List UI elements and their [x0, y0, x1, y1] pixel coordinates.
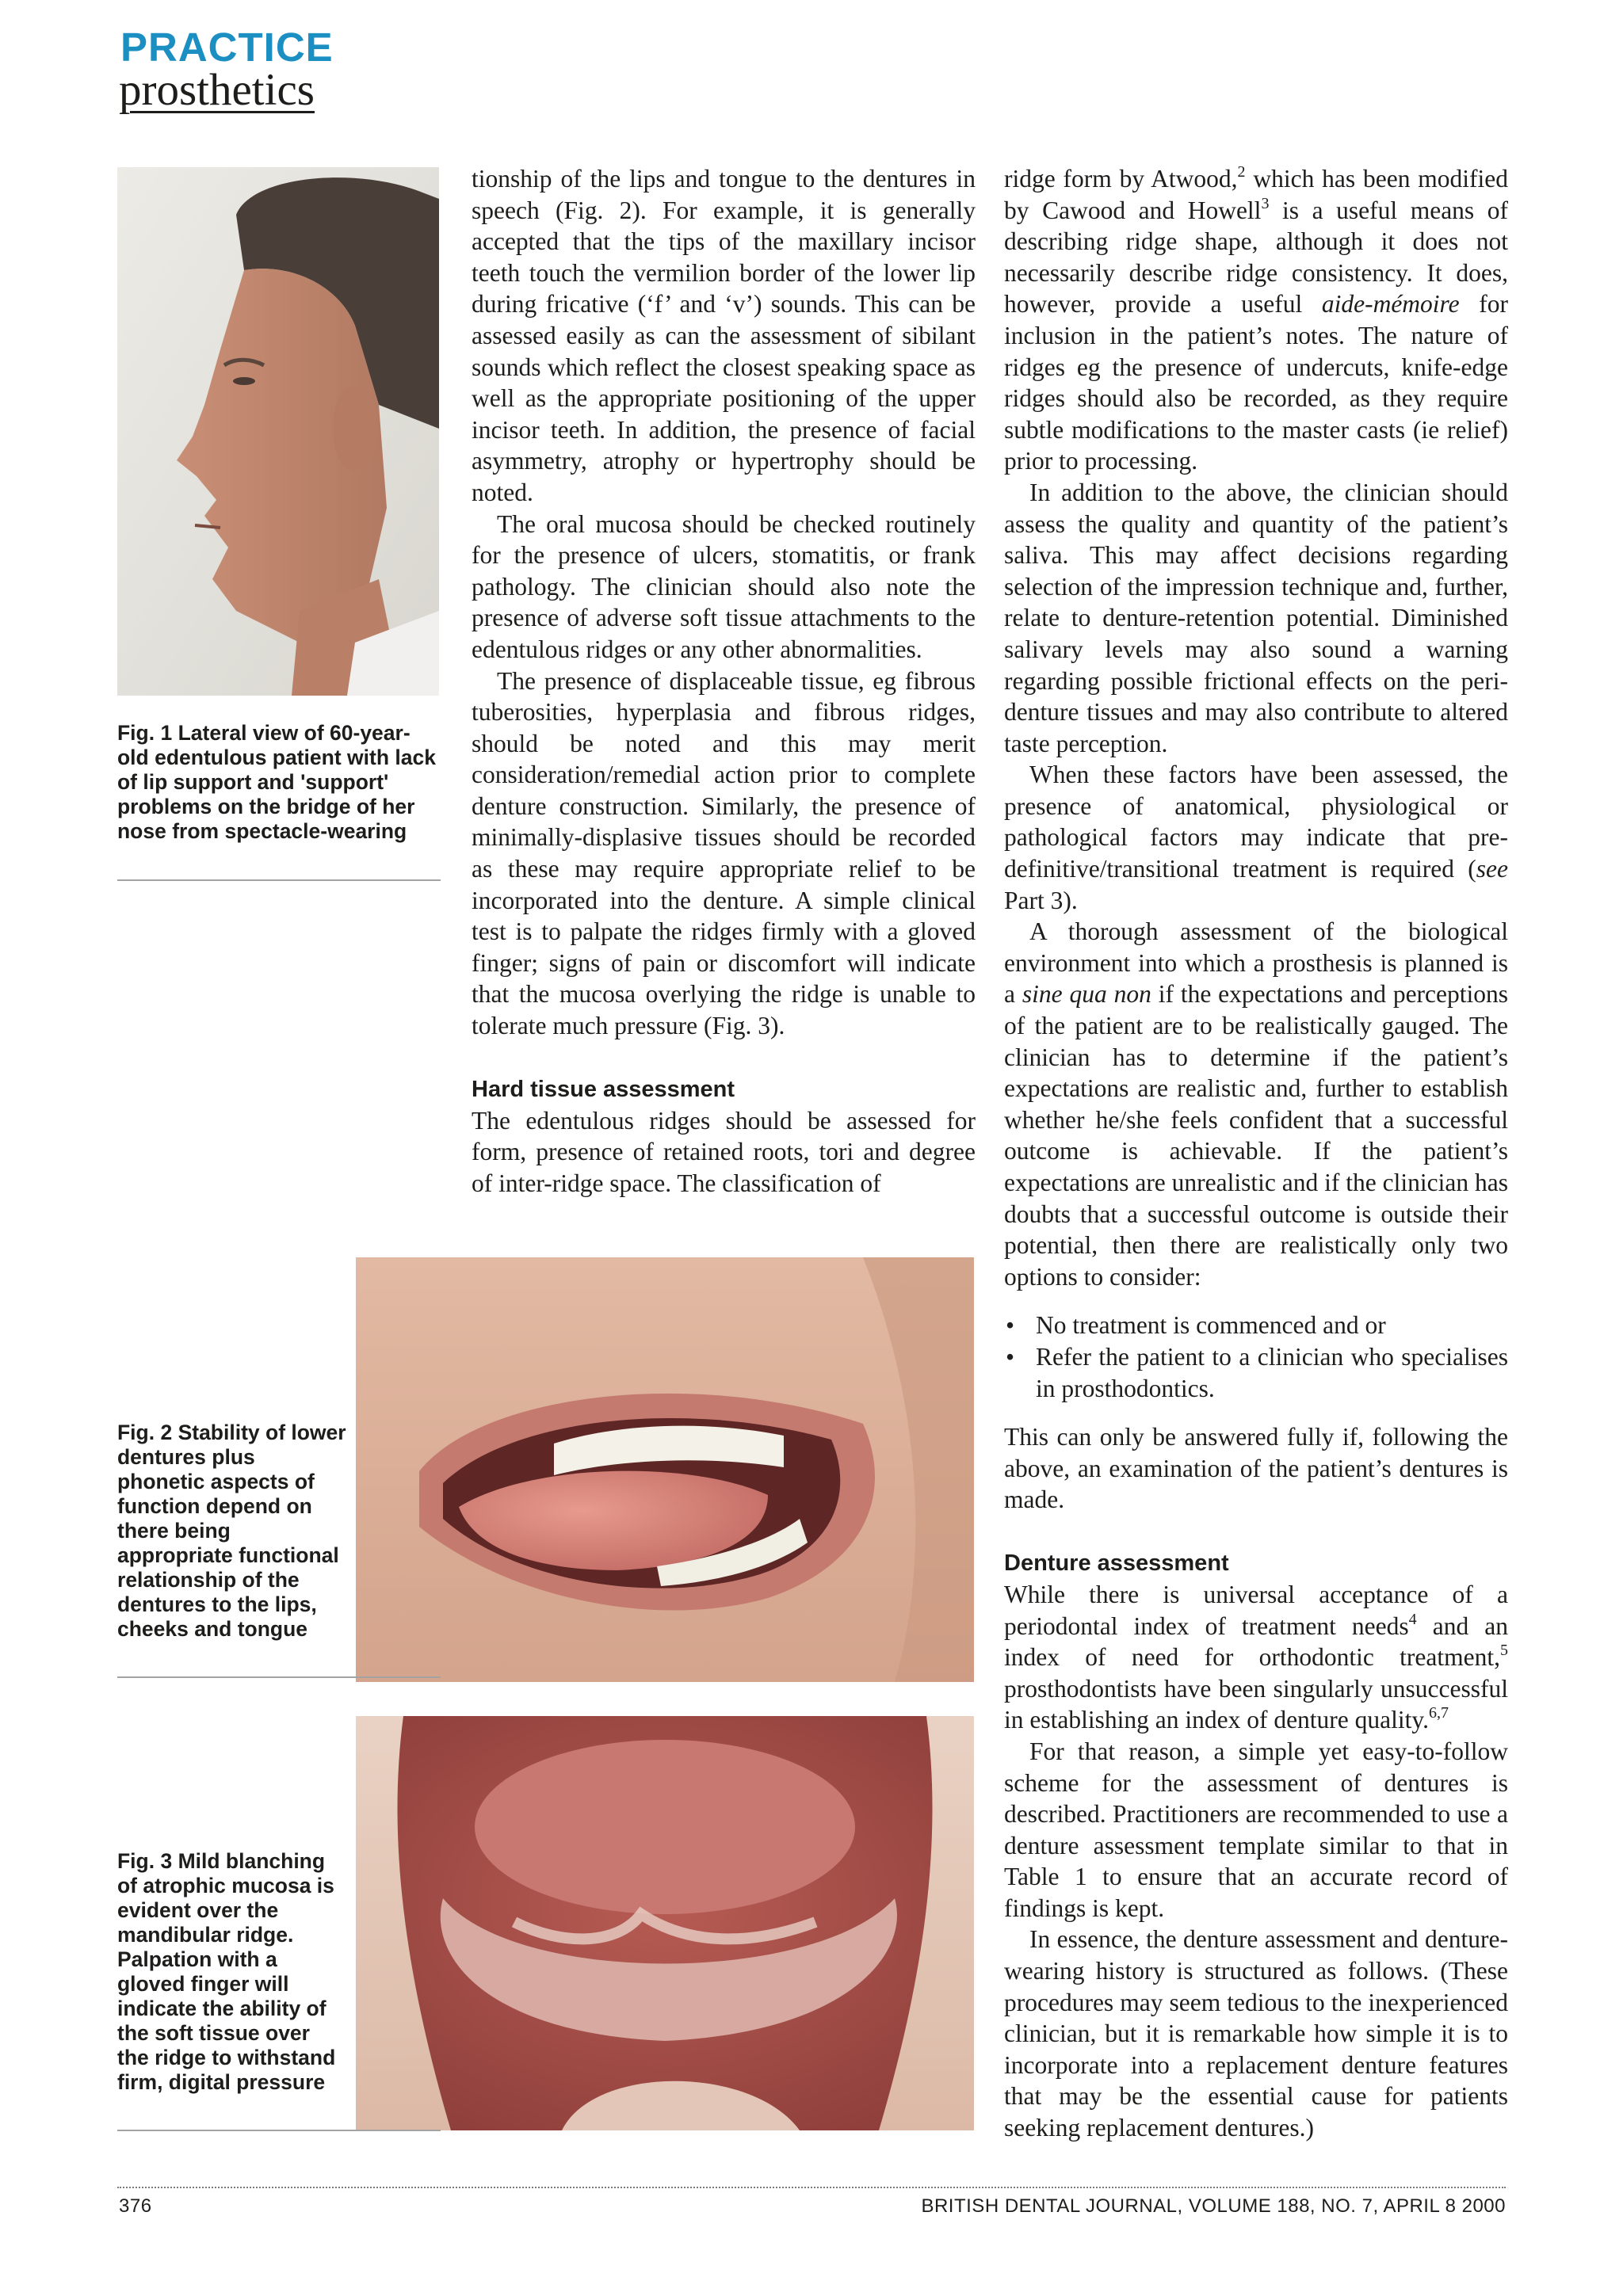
text-run: is a useful means of describing ridge shape, although it does not necessarily describe ridge consistency. It does, however, provide a useful	[1004, 196, 1509, 318]
options-list	[1004, 1310, 1508, 1404]
paragraph: The edentulous ridges should be assessed for form, presence of retained roots, tori and degree of inter-ridge space. The classification of	[472, 1106, 976, 1197]
text-column-3	[1004, 163, 1508, 2144]
caption-divider	[117, 1676, 441, 1678]
paragraph: The oral mucosa should be checked routinely for the presence of ulcers, stomatitis, or frank pathology. The clinician should also note the presence of adverse soft tissue attachments to the edentulous ridges or any other abnormalities.	[472, 509, 976, 663]
figure-3-photo	[356, 1716, 974, 2130]
text-run: prosthodontists have been singularly unsuccessful in establishing an index of denture quality.	[1004, 1674, 1508, 1734]
text-run: and an index of need for orthodontic treatment,	[1004, 1611, 1508, 1672]
text-run: for inclusion in the patient’s notes. The nature of ridges eg the presence of undercuts, knife-edge ridges should also be recorded, as they require subtle modifications to the master casts (ie relief) prior to processing.	[1004, 290, 1509, 475]
text-run: ridge form by Atwood,	[1004, 165, 1238, 193]
section-heading: Denture assessment	[1004, 1550, 1229, 1576]
paragraph	[1004, 759, 1508, 916]
text-run: Part 3).	[1004, 886, 1078, 914]
reference: 6,7	[1428, 1704, 1449, 1722]
list-item: • No treatment is commenced and or	[1004, 1310, 1508, 1341]
section-heading: Hard tissue assessment	[472, 1076, 735, 1102]
text-column-2	[472, 163, 976, 1199]
footer-divider	[117, 2187, 1506, 2188]
list-item: • Refer the patient to a clinician who specialises in prosthodontics.	[1004, 1341, 1508, 1404]
section-subtitle: prosthetics	[119, 65, 315, 115]
text-run: A thorough assessment of the biological environment into which a prosthesis is planned is a	[1004, 917, 1508, 1009]
text-run: When these factors have been assessed, the presence of anatomical, physiological or pathological factors may indicate that pre-definitive/transitional treatment is required (	[1004, 761, 1508, 883]
paragraph: tionship of the lips and tongue to the dentures in speech (Fig. 2). For example, it is generally accepted that the tips of the maxillary incisor teeth touch the vermilion border of the lower lip during fricative (‘f’ and ‘v’) sounds. This can be assessed easily as can the assessment of sibilant sounds which reflect the closest speaking space as well as the appropriate positioning of the upper incisor teeth. In addition, the presence of facial asymmetry, atrophy or hypertrophy should be noted.	[472, 165, 976, 506]
text-run: which has been modified by Cawood and Howell	[1004, 165, 1508, 224]
italic-term: sine qua non	[1022, 980, 1151, 1009]
caption-divider	[117, 2130, 441, 2131]
paragraph: In essence, the denture assessment and denture-wearing history is structured as follows. (These procedures may seem tedious to the inexperienced clinician, but it is remarkable how simple it is to incorporate into a replacement denture features that may be the essential cause for patients seeking replacement dentures.)	[1004, 1925, 1508, 2142]
text-run: While there is universal acceptance of a periodontal index of treatment needs	[1004, 1580, 1508, 1640]
paragraph: For that reason, a simple yet easy-to-follow scheme for the assessment of dentures is described. Practitioners are recommended to use a denture assessment template similar to that in Table 1 to ensure that an accurate record of findings is kept.	[1004, 1737, 1508, 1922]
reference: 5	[1500, 1642, 1508, 1660]
paragraph: In addition to the above, the clinician should assess the quality and quantity of the patient’s saliva. This may affect decisions regarding selection of the impression technique and, further, relate to denture-retention potential. Diminished salivary levels may also sound a warning regarding possible frictional effects on the peri-denture tissues and may also contribute to altered taste perception.	[1004, 478, 1508, 757]
italic-term: aide-mémoire	[1321, 290, 1460, 318]
text-run: if the expectations and perceptions of the patient are to be realistically gauged. The clinician has to determine if the patient’s expectations are realistic and, further to establish whether he/she feels confident that a successful outcome is achievable. If the patient’s expectations are unrealistic and if the clinician has doubts that a successful outcome is outside their potential, then there are realistically only two options to consider:	[1004, 980, 1509, 1291]
figure-2-caption: Fig. 2 Stability of lower dentures plus phonetic aspects of function depend on there being appropriate functional relationship of the dentures to the lips, cheeks and tongue	[117, 1421, 346, 1641]
caption-divider	[117, 879, 441, 881]
reference: 3	[1261, 194, 1270, 212]
figure-2-photo	[356, 1257, 974, 1682]
reference: 4	[1408, 1610, 1417, 1628]
journal-citation: BRITISH DENTAL JOURNAL, VOLUME 188, NO. 7, APRIL 8 2000	[921, 2195, 1506, 2217]
italic-term: see	[1476, 855, 1508, 883]
paragraph	[1004, 163, 1508, 477]
paragraph: This can only be answered fully if, following the above, an examination of the patient’s dentures is made.	[1004, 1423, 1508, 1514]
page-number: 376	[119, 2195, 152, 2217]
figure-3-caption: Fig. 3 Mild blanching of atrophic mucosa is evident over the mandibular ridge. Palpation with a gloved finger will indicate the ability of the soft tissue over the ridge to withstand firm, digital pressure	[117, 1849, 336, 2094]
figure-1-photo	[117, 167, 439, 696]
section-title: PRACTICE	[120, 25, 334, 70]
paragraph: The presence of displaceable tissue, eg fibrous tuberosities, hyperplasia and fibrous ridges, should be noted and this may merit consideration/remedial action prior to complete denture construction. Similarly, the presence of minimally-displasive tissues should be recorded as these may require appropriate relief to be incorporated into the denture. A simple clinical test is to palpate the ridges firmly with a gloved finger; signs of pain or discomfort will indicate that the mucosa overlying the ridge is unable to tolerate much pressure (Fig. 3).	[472, 666, 976, 1040]
paragraph	[1004, 916, 1508, 1292]
figure-1-caption: Fig. 1 Lateral view of 60-year-old edentulous patient with lack of lip support and 'support' problems on the bridge of her nose from spectacle-wearing	[117, 721, 436, 843]
reference: 2	[1237, 163, 1246, 181]
paragraph	[1004, 1579, 1508, 1736]
